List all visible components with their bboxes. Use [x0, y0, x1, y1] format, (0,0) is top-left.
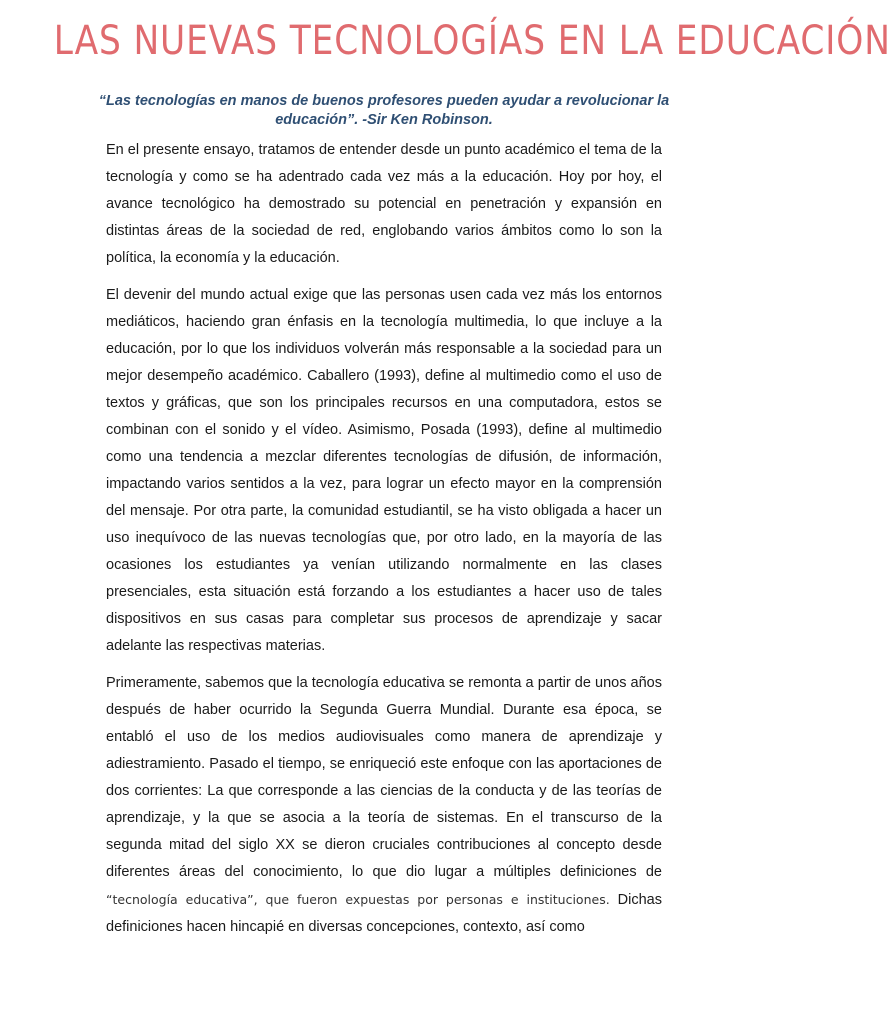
- paragraph-3-text-a: Primeramente, sabemos que la tecnología educativa se remonta a partir de unos años después de haber ocurrido la Segunda Guerra Mundial. Durante esa época, se entabló el uso de los medios audiovisuales como manera de aprendizaje y adiestramiento. Pasado el tiempo, se enriqueció este enfoque con las aportaciones de dos corrientes: La que corresponde a las ciencias de la conducta y de las teorías de aprendizaje, y la que se asocia a la teoría de sistemas. En el transcurso de la segunda mitad del siglo XX se dieron cruciales contribuciones al concepto desde diferentes áreas del conocimiento, lo que dio lugar a múltiples definiciones de: [106, 675, 662, 880]
- epigraph-quote: “Las tecnologías en manos de buenos profesores pueden ayudar a revolucionar la educación”. -Sir Ken Robinson.: [98, 93, 670, 128]
- paragraph-1: En el presente ensayo, tratamos de entender desde un punto académico el tema de la tecnología y como se ha adentrado cada vez más a la educación. Hoy por hoy, el avance tecnológico ha demostrado su potencial en penetración y expansión en distintas áreas de la sociedad de red, englobando varios ámbitos como lo son la política, la economía y la educación.: [106, 142, 662, 266]
- document-body: [106, 137, 662, 951]
- paragraph-3-text-b: “tecnología educativa”, que fueron expuestas por personas e instituciones.: [106, 892, 610, 907]
- paragraph-2: El devenir del mundo actual exige que las personas usen cada vez más los entornos mediáticos, haciendo gran énfasis en la tecnología multimedia, lo que incluye a la educación, por lo que los individuos volverán más responsable a la sociedad para un mejor desempeño académico. Caballero (1993), define al multimedio como el uso de textos y gráficas, que son los principales recursos en una computadora, estos se combinan con el sonido y el vídeo. Asimismo, Posada (1993), define al multimedio como una tendencia a mezclar diferentes tecnologías de difusión, de información, impactando varios sentidos a la vez, para lograr un efecto mayor en la comprensión del mensaje. Por otra parte, la comunidad estudiantil, se ha visto obligada a hacer un uso inequívoco de las nuevas tecnologías que, por otro lado, en la mayoría de las ocasiones los estudiantes ya venían utilizando normalmente en las clases presenciales, esta situación está forzando a los estudiantes a hacer uso de tales dispositivos en sus casas para completar sus procesos de aprendizaje y sacar adelante las respectivas materias.: [106, 287, 662, 654]
- document-title: LAS NUEVAS TECNOLOGÍAS EN LA EDUCACIÓN: [53, 18, 891, 64]
- paragraph-3: [106, 670, 662, 941]
- paragraph-3-text-c: Dichas definiciones hacen hincapié en diversas concepciones, contexto, así como: [106, 892, 662, 935]
